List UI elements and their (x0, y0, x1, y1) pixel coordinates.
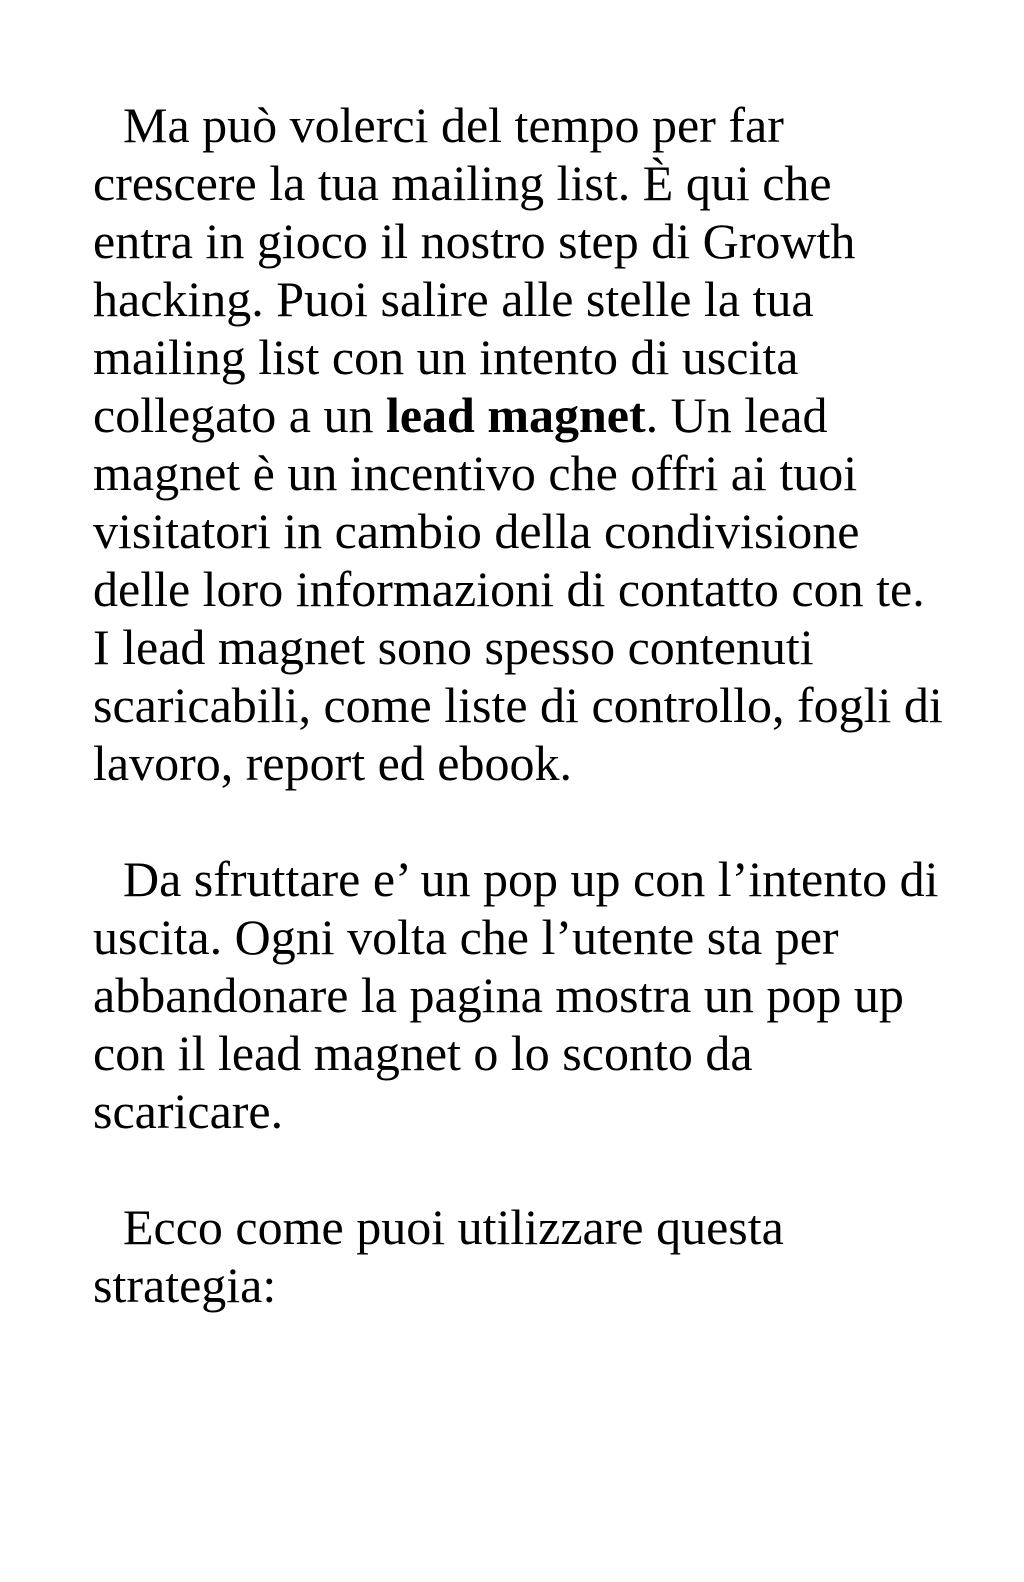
paragraph-text: Ma può volerci del tempo per far crescere la tua mailing list. È qui che entra in gioco il nostro step di Growth hacking. Puoi salire alle stelle la tua mailing list con un intento di uscita collegato a un (93, 97, 856, 443)
bold-term-lead-magnet: lead magnet (385, 387, 646, 443)
paragraph-text: . Un lead magnet è un incentivo che offri ai tuoi visitatori in cambio della condivisione delle loro informazioni di contatto con te. I lead magnet sono spesso contenuti scaricabili, come liste di controllo, fogli di lavoro, report ed ebook. (93, 387, 943, 791)
document-page (93, 96, 943, 1314)
paragraph-text: Da sfruttare e’ un pop up con l’intento di uscita. Ogni volta che l’utente sta per abbandonare la pagina mostra un pop up con il lead magnet o lo sconto da scaricare. (93, 851, 939, 1139)
paragraph-text: Ecco come puoi utilizzare questa strategia: (93, 1199, 784, 1313)
paragraph-lead-magnet (93, 96, 943, 792)
paragraph-exit-intent-popup (93, 850, 943, 1140)
paragraph-strategy-intro (93, 1198, 943, 1314)
